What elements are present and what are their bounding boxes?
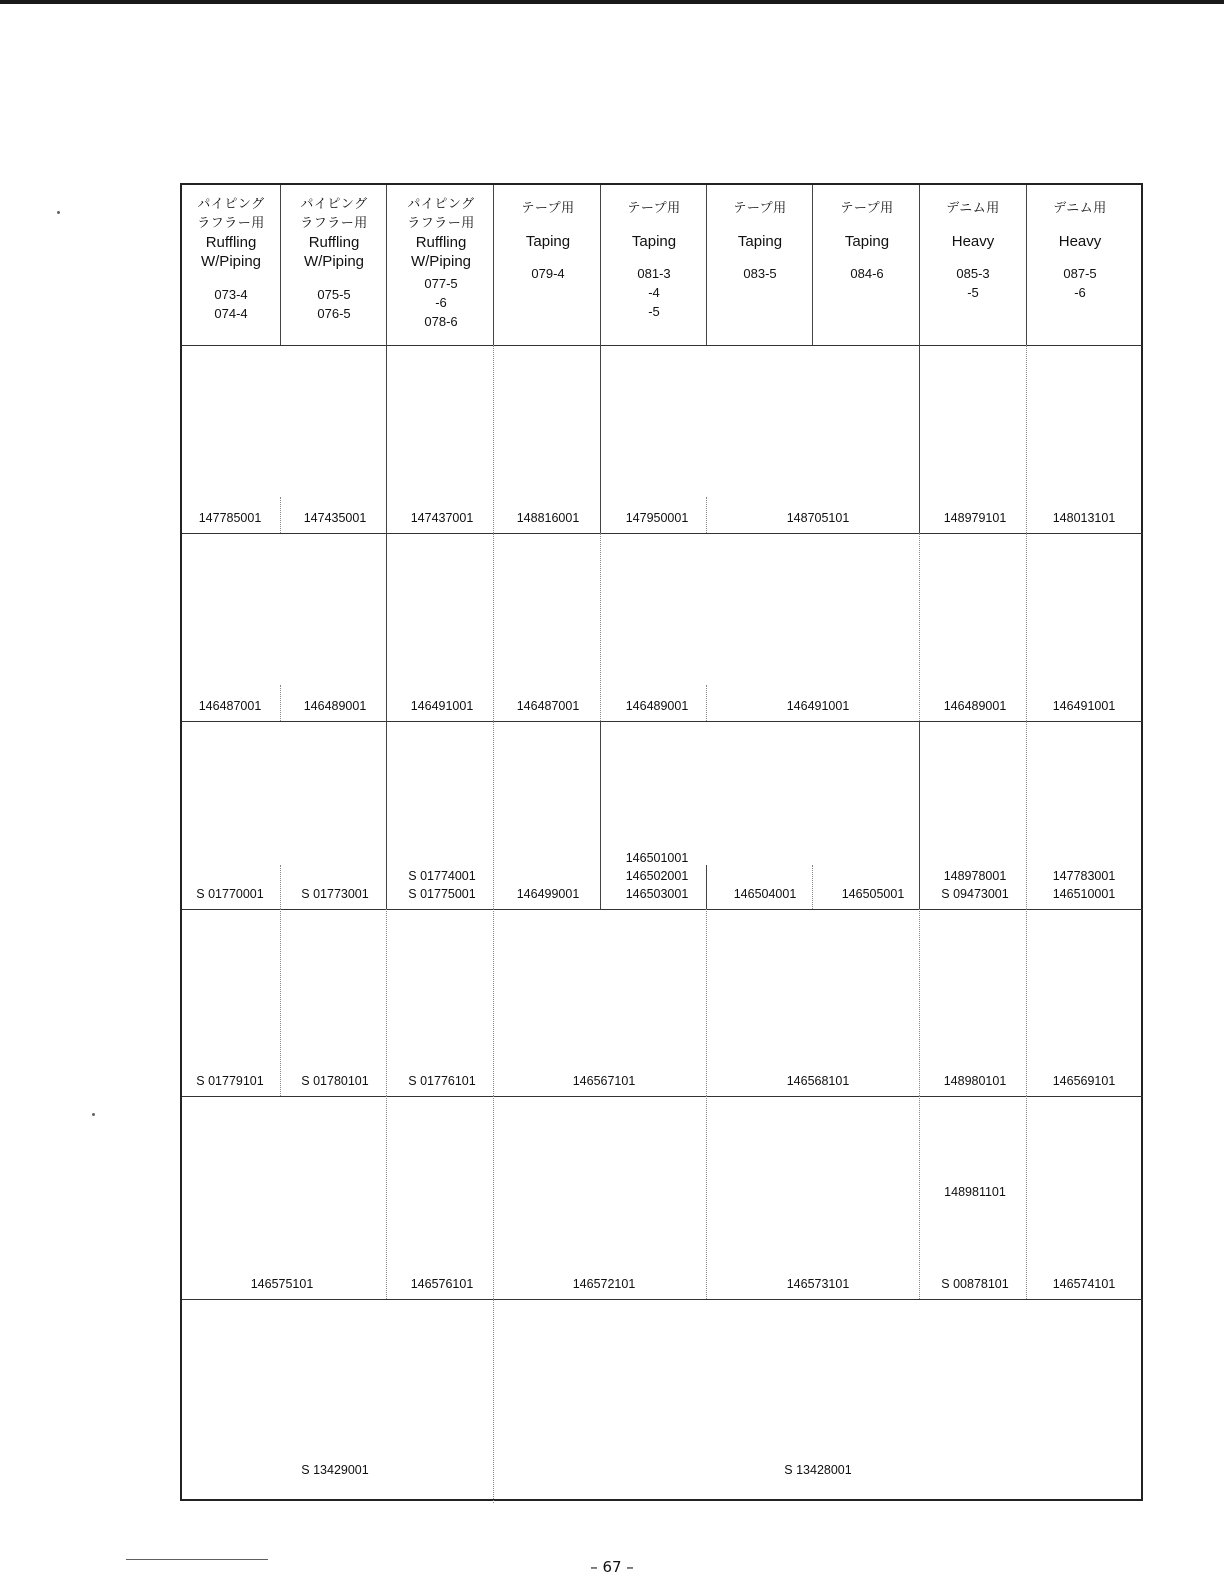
part-number: 146504001: [733, 887, 797, 901]
part-number: S 01779101: [196, 1074, 264, 1088]
part-number: 147783001 146510001: [1052, 869, 1116, 901]
part-number: S 00878101: [941, 1277, 1009, 1291]
part-number: 146491001: [1052, 699, 1116, 713]
header-col-9: デニム用 Heavy 087-5 -6: [1053, 201, 1107, 300]
part-number: 146573101: [786, 1277, 850, 1291]
header-col-2: パイピング ラフラー用 Ruffling W/Piping 075-5 076-5: [300, 197, 368, 321]
part-number: 146489001: [303, 699, 367, 713]
part-number: 148013101: [1052, 511, 1116, 525]
part-number: 146505001: [841, 887, 905, 901]
part-number: 146567101: [572, 1074, 636, 1088]
part-number: 146575101: [250, 1277, 314, 1291]
part-number: S 01776101: [408, 1074, 476, 1088]
part-number: 147435001: [303, 511, 367, 525]
header-col-5: テープ用 Taping 081-3 -4 -5: [627, 201, 681, 319]
part-number: 148981101: [944, 1185, 1006, 1199]
part-number: 147785001: [198, 511, 262, 525]
part-number: 146574101: [1052, 1277, 1116, 1291]
part-number: 146491001: [410, 699, 474, 713]
header-col-4: テープ用 Taping 079-4: [521, 201, 575, 281]
header-col-8: デニム用 Heavy 085-3 -5: [946, 201, 1000, 300]
header-col-6: テープ用 Taping 083-5: [733, 201, 787, 281]
footer-rule: [126, 1559, 268, 1560]
part-number: 146491001: [786, 699, 850, 713]
part-number: 148980101: [943, 1074, 1007, 1088]
part-number: S 01773001: [301, 887, 369, 901]
part-number: S 13428001: [784, 1463, 852, 1477]
part-number: 146569101: [1052, 1074, 1116, 1088]
part-number: S 13429001: [301, 1463, 369, 1477]
part-number: 146501001 146502001 146503001: [625, 851, 689, 901]
part-number: 146487001: [516, 699, 580, 713]
part-number: 146489001: [943, 699, 1007, 713]
part-number: 146487001: [198, 699, 262, 713]
part-number: 146568101: [786, 1074, 850, 1088]
header-col-3: パイピング ラフラー用 Ruffling W/Piping 077-5 -6 078-6: [407, 197, 475, 329]
part-number: 148979101: [943, 511, 1007, 525]
part-number: S 01774001 S 01775001: [408, 869, 476, 901]
part-number: 147437001: [410, 511, 474, 525]
part-number: 148705101: [786, 511, 850, 525]
part-number: 146489001: [625, 699, 689, 713]
part-number: S 01780101: [301, 1074, 369, 1088]
parts-table: [180, 183, 1143, 1501]
header-col-1: パイピング ラフラー用 Ruffling W/Piping 073-4 074-4: [197, 197, 265, 321]
header-col-7: テープ用 Taping 084-6: [840, 201, 894, 281]
part-number: 147950001: [625, 511, 689, 525]
top-border: [0, 0, 1224, 4]
page-number: – 67 –: [590, 1558, 634, 1576]
part-number: 146499001: [516, 887, 580, 901]
part-number: 148816001: [516, 511, 580, 525]
part-number: S 01770001: [196, 887, 264, 901]
part-number: 146576101: [410, 1277, 474, 1291]
part-number: 146572101: [572, 1277, 636, 1291]
part-number: 148978001 S 09473001: [941, 869, 1009, 901]
